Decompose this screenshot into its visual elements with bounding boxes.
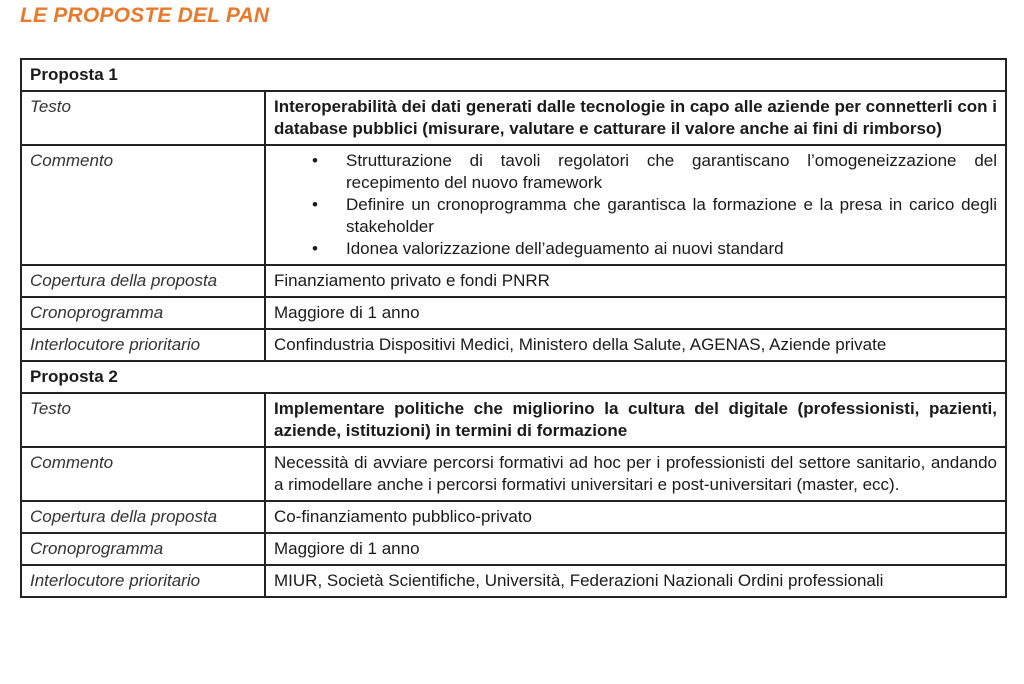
commento-bullet-list <box>274 150 997 260</box>
proposal-2-commento-row <box>21 447 1006 501</box>
testo-label: Testo <box>21 393 265 447</box>
cronoprogramma-label: Cronoprogramma <box>21 533 265 565</box>
proposals-table <box>20 58 1007 598</box>
proposal-2-header: Proposta 2 <box>21 361 1006 393</box>
bullet-item: • Definire un cronoprogramma che garantisca la formazione e la presa in carico degli stakeholder <box>346 194 997 238</box>
proposal-1-interlocutore-row <box>21 329 1006 361</box>
testo-value: Interoperabilità dei dati generati dalle tecnologie in capo alle aziende per connetterli con i database pubblici (misurare, valutare e catturare il valore anche ai fini di rimborso) <box>265 91 1006 145</box>
cronoprogramma-value: Maggiore di 1 anno <box>265 533 1006 565</box>
interlocutore-label: Interlocutore prioritario <box>21 329 265 361</box>
proposal-2-cronoprogramma-row <box>21 533 1006 565</box>
cronoprogramma-label: Cronoprogramma <box>21 297 265 329</box>
page-title: LE PROPOSTE DEL PAN <box>20 4 270 27</box>
proposal-1-cronoprogramma-row <box>21 297 1006 329</box>
interlocutore-value: MIUR, Società Scientifiche, Università, Federazioni Nazionali Ordini professionali <box>265 565 1006 597</box>
proposal-2-testo-row <box>21 393 1006 447</box>
proposal-1-copertura-row <box>21 265 1006 297</box>
proposal-2-header-row <box>21 361 1006 393</box>
proposal-1-testo-row <box>21 91 1006 145</box>
testo-label: Testo <box>21 91 265 145</box>
copertura-label: Copertura della proposta <box>21 265 265 297</box>
commento-value: Necessità di avviare percorsi formativi ad hoc per i professionisti del settore sanitario, andando a rimodellare anche i percorsi formativi universitari e post-universitari (master, ecc). <box>265 447 1006 501</box>
bullet-item: • Strutturazione di tavoli regolatori che garantiscano l’omogeneizzazione del recepimento del nuovo framework <box>346 150 997 194</box>
testo-value: Implementare politiche che migliorino la cultura del digitale (professionisti, pazienti, aziende, istituzioni) in termini di formazione <box>265 393 1006 447</box>
copertura-value: Co-finanziamento pubblico-privato <box>265 501 1006 533</box>
proposal-1-header: Proposta 1 <box>21 59 1006 91</box>
copertura-label: Copertura della proposta <box>21 501 265 533</box>
bullet-item: • Idonea valorizzazione dell’adeguamento ai nuovi standard <box>346 238 997 260</box>
proposal-1-header-row <box>21 59 1006 91</box>
commento-label: Commento <box>21 447 265 501</box>
interlocutore-value: Confindustria Dispositivi Medici, Ministero della Salute, AGENAS, Aziende private <box>265 329 1006 361</box>
copertura-value: Finanziamento privato e fondi PNRR <box>265 265 1006 297</box>
proposal-1-commento-row <box>21 145 1006 265</box>
proposal-2-interlocutore-row <box>21 565 1006 597</box>
proposal-2-copertura-row <box>21 501 1006 533</box>
interlocutore-label: Interlocutore prioritario <box>21 565 265 597</box>
cronoprogramma-value: Maggiore di 1 anno <box>265 297 1006 329</box>
commento-value <box>265 145 1006 265</box>
commento-label: Commento <box>21 145 265 265</box>
